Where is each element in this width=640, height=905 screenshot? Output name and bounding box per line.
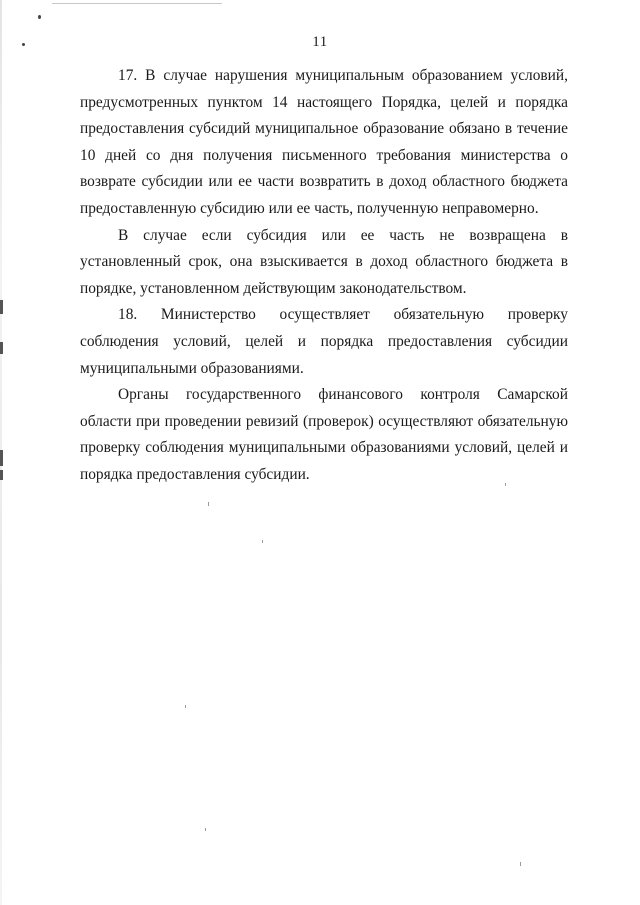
scan-edge-mark	[0, 300, 3, 314]
paragraph-17: 17. В случае нарушения муниципальным образованием условий, предусмотренных пунктом 14 настоящего Порядка, целей и порядка предоставления субсидий муниципальное образование обязано в течение 10 дней со дня получения письменного требования министерства о возврате субсидии или ее части возвратить в доход областного бюджета предоставленную субсидию или ее часть, полученную неправомерно.	[80, 67, 568, 217]
scan-speck	[208, 502, 209, 506]
scan-edge-mark	[0, 470, 3, 480]
paragraph-refund-enforcement: В случае если субсидия или ее часть не возвращена в установленный срок, она взыскивается в доход областного бюджета в порядке, установленном действующим законодательством.	[80, 226, 568, 297]
page-number: 11	[312, 34, 328, 50]
scan-speck	[262, 540, 263, 543]
scan-speck	[185, 705, 186, 708]
scan-speck	[205, 828, 206, 831]
scan-speck	[520, 862, 521, 866]
scan-edge-mark	[0, 450, 3, 466]
scan-edge-mark	[0, 342, 3, 354]
paragraph-18: 18. Министерство осуществляет обязательную проверку соблюдения условий, целей и порядка предоставления субсидии муниципальными образованиями.	[80, 306, 568, 377]
paragraph-financial-control: Органы государственного финансового контроля Самарской области при проведении ревизий (проверок) осуществляют обязательную проверку соблюдения муниципальными образованиями условий, целей и порядка предоставления субсидии.	[80, 386, 568, 483]
scan-artifact-line	[52, 3, 222, 4]
document-body	[80, 63, 568, 489]
scan-dot	[38, 15, 41, 19]
